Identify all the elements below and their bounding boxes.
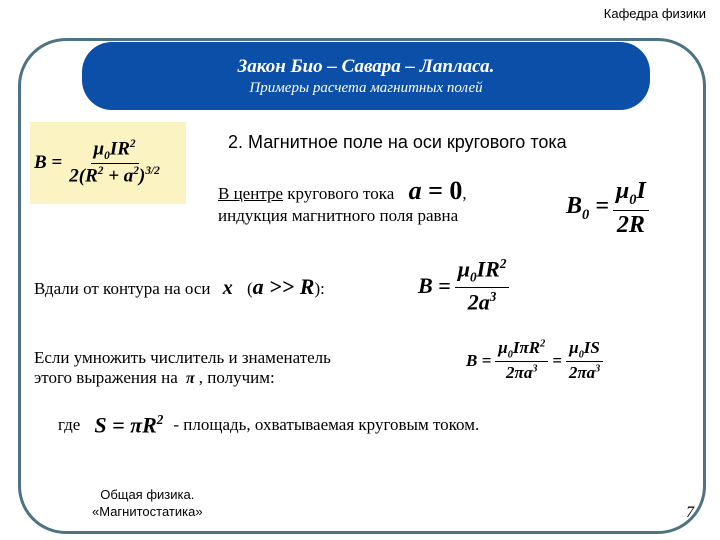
far-case-text: Вдали от контура на оси x (a >> R): xyxy=(34,274,325,299)
course-footer: Общая физика. «Магнитостатика» xyxy=(92,487,203,519)
multiply-text: Если умножить числитель и знаменатель этого выражения на π , получим: xyxy=(34,348,331,387)
formula-magnetic-moment: B = $\frac{\mu_0I\pi R^2}{2\pi a^3}$ = $\frac{\mu_0IS}{2\pi a^3}$ xyxy=(466,338,607,383)
where-line: где $S = \pi R^2$ - площадь, охватываемая круговым током. xyxy=(58,412,480,438)
title-banner xyxy=(82,42,650,110)
formula-general: B = $\frac{\mu_0IR^2}{2(R^2 + a^2)^{3/2}}$ xyxy=(30,122,186,204)
slide-subtitle: Примеры расчета магнитных полей xyxy=(249,80,483,96)
center-case-text: В центре кругового тока a = 0, индукция магнитного поля равна xyxy=(218,176,467,225)
section-heading: 2. Магнитное поле на оси кругового тока xyxy=(228,132,567,152)
department-label: Кафедра физики xyxy=(603,6,706,21)
slide-title: Закон Био – Савара – Лапласа. xyxy=(237,56,495,77)
page-number: 7 xyxy=(686,504,694,521)
formula-far: B = $\frac{\mu_0IR^2}{2a^3}$ xyxy=(418,256,513,315)
formula-center: $B_0$ = $\frac{\mu_0I}{2R}$ xyxy=(566,178,653,239)
